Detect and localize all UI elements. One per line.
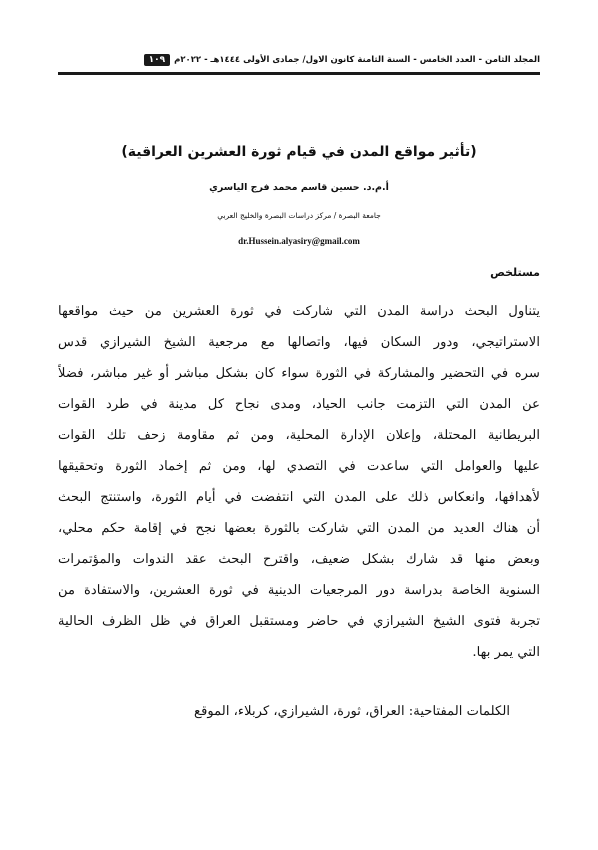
abstract-heading: مستلخص (490, 266, 540, 279)
abstract-line: يتناول البحث دراسة المدن التي شاركت في ثورة العشرين من حيث مواقعها (58, 304, 540, 319)
abstract-line: أن هناك العديد من المدن التي شاركت بالثورة بعضها نجح في إقامة حكم محلي، (58, 521, 540, 536)
author-email[interactable]: dr.Hussein.alyasiry@gmail.com (238, 236, 360, 246)
abstract-line: وبعض منها قد شارك بشكل ضعيف، واقترح البحث عقد الندوات والمؤتمرات (58, 552, 540, 567)
header-rule (58, 72, 540, 75)
abstract-line: تجربة فتوى الشيخ الشيرازي في حاضر ومستقبل العراق في ظل الظرف الحالية (58, 614, 540, 629)
article-title: (تأثير مواقع المدن في قيام ثورة العشرين العراقية) (121, 144, 477, 160)
running-header (58, 52, 540, 68)
page-number-badge: ١٠٩ (144, 54, 170, 66)
abstract-line: التي يمر بها. (472, 645, 540, 660)
abstract-line: سره في التحضير والمشاركة في الثورة سواء كان بشكل مباشر أو غير مباشر، فضلاً (58, 366, 540, 381)
abstract-line: عليها والعوامل التي ساعدت في التصدي لها، ومن ثم إخماد الثورة وتحقيقها (58, 459, 540, 474)
keywords-line: الكلمات المفتاحية: العراق، ثورة، الشيرازي، كربلاء، الموقع (194, 704, 510, 719)
abstract-line: الاستراتيجي، ودور السكان فيها، واتصالها مع مرجعية الشيخ الشيرازي قدس (58, 335, 540, 350)
abstract-body (58, 296, 540, 668)
running-head-text: المجلد الثامن - العدد الخامس - السنة الثامنة كانون الاول/ جمادى الأولى ١٤٤٤هـ - ٢٠٢٢م (174, 55, 540, 65)
abstract-line: لأهدافها، وانعكاس ذلك على المدن التي انتفضت في أيام الثورة، واستنتج البحث (58, 490, 540, 505)
abstract-line: السنوية الخاصة بدراسة دور المرجعيات الدينية في ثورة العشرين، والاستفادة من (58, 583, 540, 598)
abstract-line: البريطانية المحتلة، وإعلان الإدارة المحلية، ومن ثم مقاومة زحف تلك القوات (58, 428, 540, 443)
author-affiliation: جامعة البصرة / مركز دراسات البصرة والخليج العربي (217, 211, 381, 220)
author-name: أ.م.د. حسين قاسم محمد فرج الياسري (209, 182, 389, 193)
abstract-line: عن المدن التي التزمت جانب الحياد، ومدى نجاح كل مدينة في طرد القوات (58, 397, 540, 412)
